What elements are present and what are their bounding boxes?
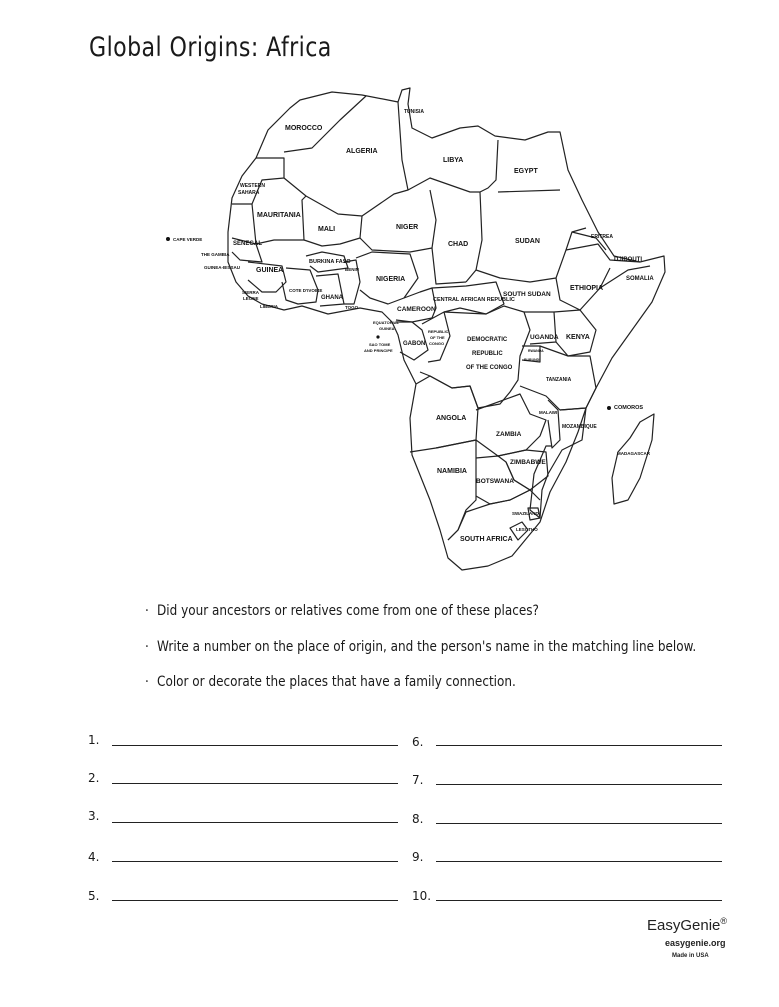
label-saotome-1: SAO TOME bbox=[369, 342, 391, 347]
label-ethiopia: ETHIOPIA bbox=[570, 285, 604, 292]
label-namibia: NAMIBIA bbox=[437, 468, 467, 475]
madagascar-outline bbox=[612, 414, 654, 504]
label-djibouti: DJIBOUTI bbox=[614, 257, 643, 263]
line-number: 4. bbox=[88, 850, 100, 864]
label-somalia: SOMALIA bbox=[626, 276, 654, 282]
label-drc-1: DEMOCRATIC bbox=[467, 337, 508, 343]
label-egypt: EGYPT bbox=[514, 168, 538, 175]
label-sudan: SUDAN bbox=[515, 238, 540, 245]
border-kenya bbox=[554, 310, 596, 356]
line-number: 3. bbox=[88, 809, 100, 823]
comoros-dot bbox=[607, 406, 611, 410]
instruction-2 bbox=[145, 639, 696, 655]
label-senegal: SENEGAL bbox=[233, 241, 263, 247]
answer-line-2[interactable] bbox=[112, 783, 398, 784]
label-burkina: BURKINA FASO bbox=[309, 259, 351, 265]
label-eritrea: ERITREA bbox=[591, 234, 613, 240]
label-ghana: GHANA bbox=[321, 295, 343, 301]
line-number: 9. bbox=[412, 850, 424, 864]
label-zimbabwe: ZIMBABWE bbox=[510, 459, 546, 466]
label-cote: COTE D'IVOIRE bbox=[289, 288, 323, 293]
made-in-label: Made in USA bbox=[672, 953, 709, 959]
answer-line-9[interactable] bbox=[436, 861, 722, 862]
label-congo-3: CONGO bbox=[429, 341, 445, 346]
label-eqguinea-1: EQUATORIAL bbox=[373, 320, 400, 325]
border-chad-sudan bbox=[466, 192, 482, 282]
answer-line-5[interactable] bbox=[112, 900, 398, 901]
label-congo-1: REPUBLIC bbox=[428, 329, 449, 334]
brand-name: EasyGenie bbox=[647, 917, 721, 934]
instruction-3 bbox=[145, 674, 516, 690]
answer-line-6[interactable] bbox=[436, 745, 722, 746]
line-number: 8. bbox=[412, 812, 424, 826]
label-chad: CHAD bbox=[448, 241, 469, 248]
border-drc bbox=[420, 306, 530, 408]
label-sierra-1: SIERRA bbox=[242, 290, 260, 295]
label-madagascar: MADAGASCAR bbox=[617, 451, 650, 456]
label-guinea-bissau: GUINEA-BISSAU bbox=[204, 265, 241, 270]
border-libya bbox=[408, 140, 498, 192]
label-libya: LIBYA bbox=[443, 157, 464, 164]
label-car: CENTRAL AFRICAN REPUBLIC bbox=[433, 297, 515, 303]
label-south-africa: SOUTH AFRICA bbox=[460, 536, 513, 543]
label-nigeria: NIGERIA bbox=[376, 276, 406, 283]
label-togo: TOGO bbox=[345, 305, 359, 310]
label-drc-2: REPUBLIC bbox=[472, 351, 503, 357]
label-uganda: UGANDA bbox=[530, 334, 559, 341]
label-mali: MALI bbox=[318, 226, 336, 233]
border-malawi bbox=[548, 400, 560, 448]
label-guinea: GUINEA bbox=[256, 267, 284, 274]
label-sierra-2: LEONE bbox=[243, 296, 259, 301]
label-congo-2: OF THE bbox=[430, 335, 445, 340]
instruction-text: Did your ancestors or relatives come from one of these places? bbox=[157, 603, 539, 619]
label-burundi: BURUNDI bbox=[524, 358, 541, 362]
label-algeria: ALGERIA bbox=[346, 148, 378, 155]
border-angola bbox=[410, 376, 478, 452]
line-number: 7. bbox=[412, 773, 424, 787]
bullet: · bbox=[145, 674, 149, 690]
label-liberia: LIBERIA bbox=[260, 304, 278, 309]
cape-verde-dot bbox=[166, 237, 170, 241]
label-tunisia: TUNISIA bbox=[404, 109, 424, 115]
label-zambia: ZAMBIA bbox=[496, 431, 522, 438]
label-drc-3: OF THE CONGO bbox=[466, 365, 513, 371]
label-angola: ANGOLA bbox=[436, 415, 467, 422]
instruction-text: Write a number on the place of origin, and the person's name in the matching line below. bbox=[157, 639, 697, 655]
sao-tome-dot bbox=[376, 335, 379, 338]
border-cameroon bbox=[396, 288, 436, 322]
label-gabon: GABON bbox=[403, 341, 426, 347]
label-malawi: MALAWI bbox=[539, 410, 558, 415]
border-mauritania bbox=[252, 196, 306, 244]
label-cape-verde: CAPE VERDE bbox=[173, 237, 203, 242]
label-wsahara-2: SAHARA bbox=[238, 190, 260, 196]
bullet: · bbox=[145, 603, 149, 619]
brand-site: easygenie.org bbox=[665, 938, 726, 948]
label-comoros: COMOROS bbox=[614, 405, 644, 411]
label-tanzania: TANZANIA bbox=[546, 377, 572, 383]
label-swaziland: SWAZILAND bbox=[512, 511, 539, 516]
border-namibia bbox=[436, 440, 476, 540]
line-number: 10. bbox=[412, 889, 432, 903]
border-chad-south bbox=[432, 248, 466, 284]
border-egypt-south bbox=[498, 190, 560, 192]
answer-line-1[interactable] bbox=[112, 745, 398, 746]
answer-line-8[interactable] bbox=[436, 823, 722, 824]
line-number: 2. bbox=[88, 771, 100, 785]
brand-logo bbox=[647, 916, 727, 934]
answer-line-3[interactable] bbox=[112, 822, 398, 823]
label-mozambique: MOZAMBIQUE bbox=[562, 424, 597, 430]
border-sudan-south bbox=[476, 228, 586, 282]
instruction-text: Color or decorate the places that have a family connection. bbox=[157, 674, 516, 690]
label-eqguinea-2: GUINEA bbox=[379, 326, 395, 331]
border-niger bbox=[360, 190, 436, 252]
label-gambia: THE GAMBIA bbox=[201, 252, 230, 257]
bullet: · bbox=[145, 639, 149, 655]
label-kenya: KENYA bbox=[566, 334, 590, 341]
label-rwanda: RWANDA bbox=[528, 349, 544, 353]
label-benin: BENIN bbox=[345, 267, 360, 272]
answer-line-4[interactable] bbox=[112, 861, 398, 862]
instruction-1 bbox=[145, 603, 539, 619]
answer-line-7[interactable] bbox=[436, 784, 722, 785]
label-niger: NIGER bbox=[396, 224, 419, 231]
label-botswana: BOTSWANA bbox=[476, 478, 514, 485]
label-south-sudan: SOUTH SUDAN bbox=[503, 291, 551, 298]
label-mauritania: MAURITANIA bbox=[257, 212, 301, 219]
brand-mark: ® bbox=[720, 916, 728, 926]
label-wsahara-1: WESTERN bbox=[240, 183, 265, 189]
label-lesotho: LESOTHO bbox=[516, 527, 538, 532]
label-saotome-2: AND PRINCIPE bbox=[364, 348, 393, 353]
border-cote bbox=[282, 268, 318, 304]
answer-line-10[interactable] bbox=[436, 900, 722, 901]
border-morocco-algeria bbox=[284, 96, 366, 152]
line-number: 6. bbox=[412, 735, 424, 749]
border-zambia bbox=[476, 394, 546, 456]
page-title: Global Origins: Africa bbox=[89, 32, 332, 63]
line-number: 5. bbox=[88, 889, 100, 903]
label-cameroon: CAMEROON bbox=[397, 306, 436, 313]
line-number: 1. bbox=[88, 733, 100, 747]
label-morocco: MOROCCO bbox=[285, 125, 323, 132]
